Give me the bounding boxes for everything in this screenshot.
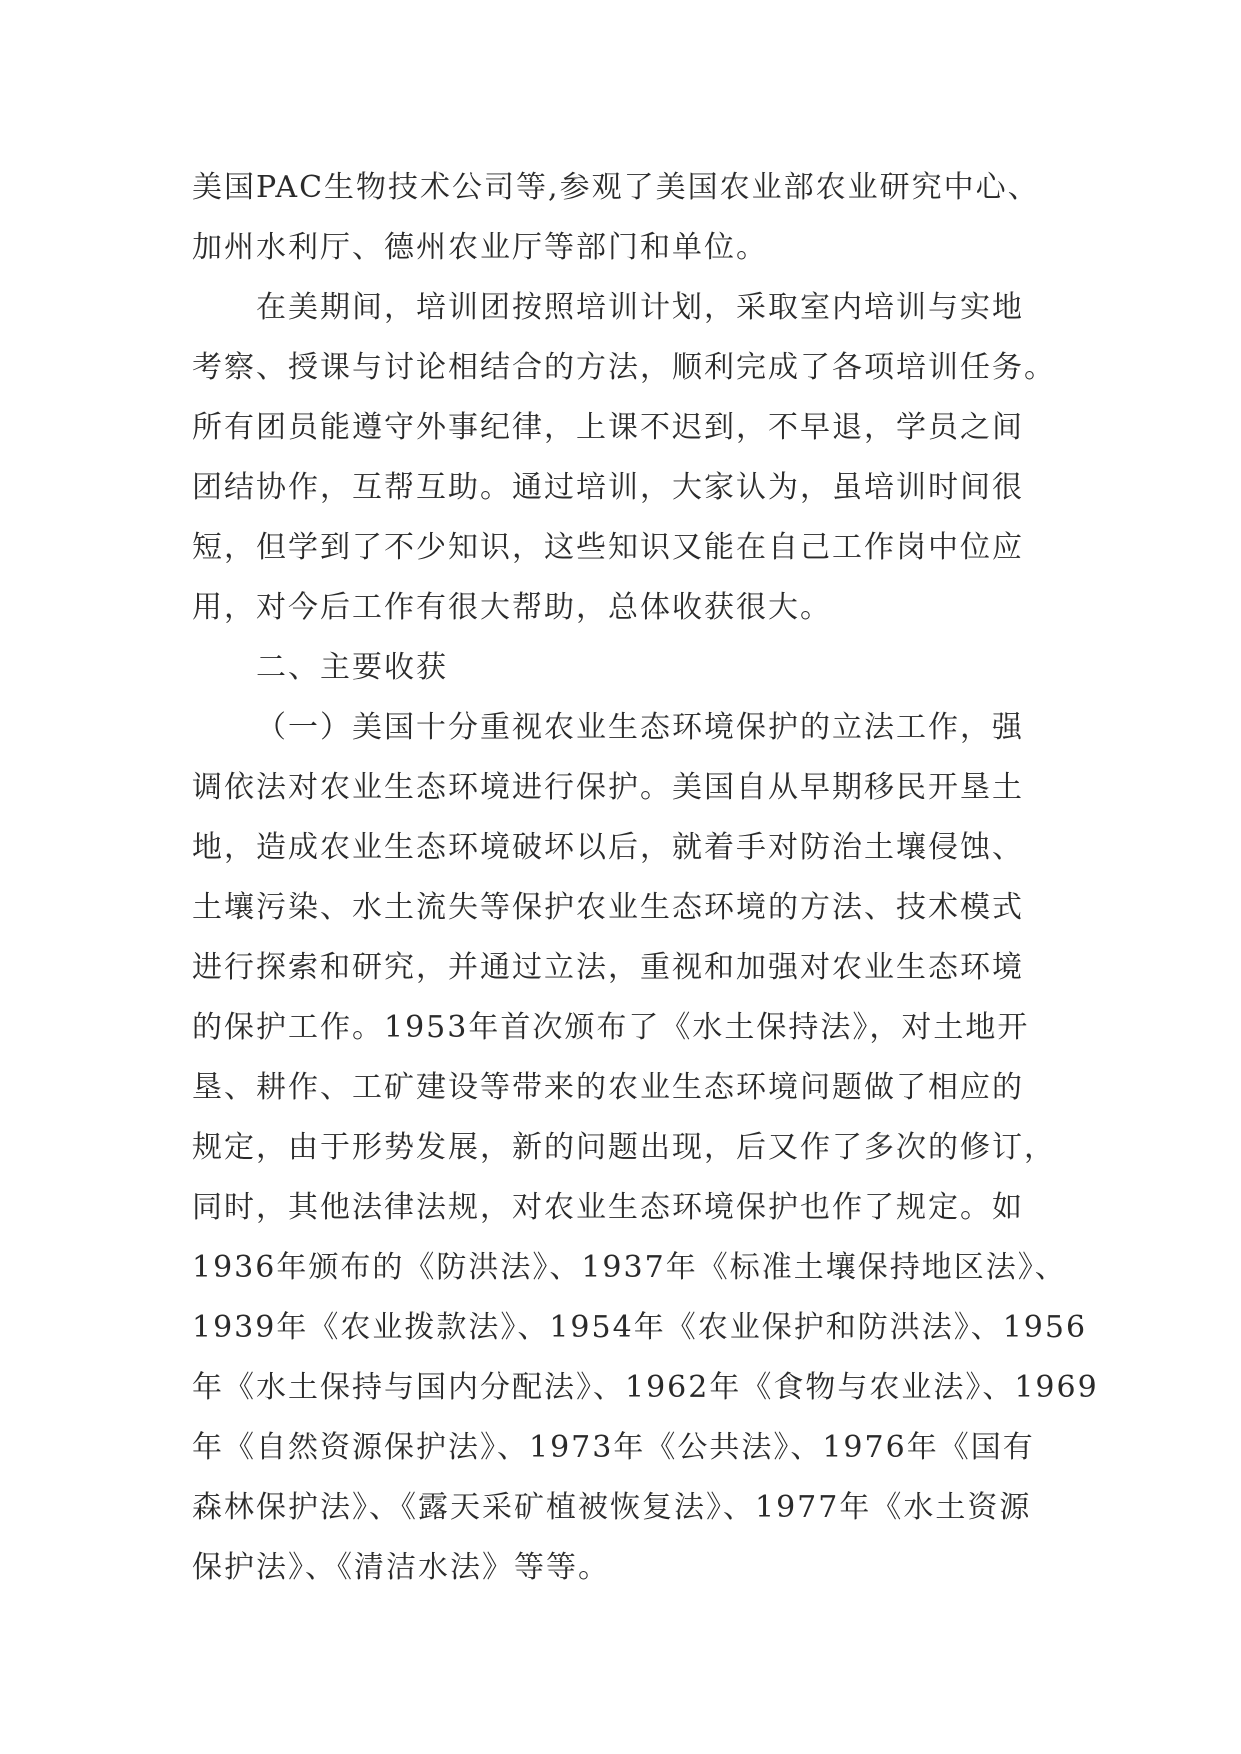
text-line: 1936年颁布的《防洪法》、1937年《标准土壤保持地区法》、 [192,1250,1067,1285]
text-line: 的保护工作。1953年首次颁布了《水土保持法》，对土地开 [192,1010,1030,1045]
text-line: 土壤污染、水土流失等保护农业生态环境的方法、技术模式 [192,890,1024,925]
text-line: 年《水土保持与国内分配法》、1962年《食物与农业法》、1969 [192,1370,1099,1405]
text-line: 所有团员能遵守外事纪律，上课不迟到，不早退，学员之间 [192,410,1024,445]
paragraph-start-line: 在美期间，培训团按照培训计划，采取室内培训与实地 [256,290,1024,325]
text-line: 调依法对农业生态环境进行保护。美国自从早期移民开垦土 [192,770,1024,805]
paragraph-start-line: （一）美国十分重视农业生态环境保护的立法工作，强 [256,710,1024,745]
text-line: 短，但学到了不少知识，这些知识又能在自己工作岗中位应 [192,530,1024,565]
text-line: 团结协作，互帮互助。通过培训，大家认为，虽培训时间很 [192,470,1024,505]
text-line: 进行探索和研究，并通过立法，重视和加强对农业生态环境 [192,950,1024,985]
text-line: 保护法》、《清洁水法》等等。 [192,1550,610,1585]
text-line: 考察、授课与讨论相结合的方法，顺利完成了各项培训任务。 [192,350,1056,385]
text-line: 森林保护法》、《露天采矿植被恢复法》、1977年《水土资源 [192,1490,1032,1525]
text-line: 规定，由于形势发展，新的问题出现，后又作了多次的修订， [192,1130,1056,1165]
text-line: 垦、耕作、工矿建设等带来的农业生态环境问题做了相应的 [192,1070,1024,1105]
body-text [192,158,1099,1598]
text-line: 美国PAC生物技术公司等,参观了美国农业部农业研究中心、 [192,170,1040,205]
text-line: 同时，其他法律法规，对农业生态环境保护也作了规定。如 [192,1190,1024,1225]
section-heading: 二、主要收获 [256,650,448,685]
text-line: 1939年《农业拨款法》、1954年《农业保护和防洪法》、1956 [192,1310,1088,1345]
text-line: 加州水利厅、德州农业厅等部门和单位。 [192,230,768,265]
text-line: 地，造成农业生态环境破坏以后，就着手对防治土壤侵蚀、 [192,830,1024,865]
text-line: 用，对今后工作有很大帮助，总体收获很大。 [192,590,832,625]
text-line: 年《自然资源保护法》、1973年《公共法》、1976年《国有 [192,1430,1035,1465]
